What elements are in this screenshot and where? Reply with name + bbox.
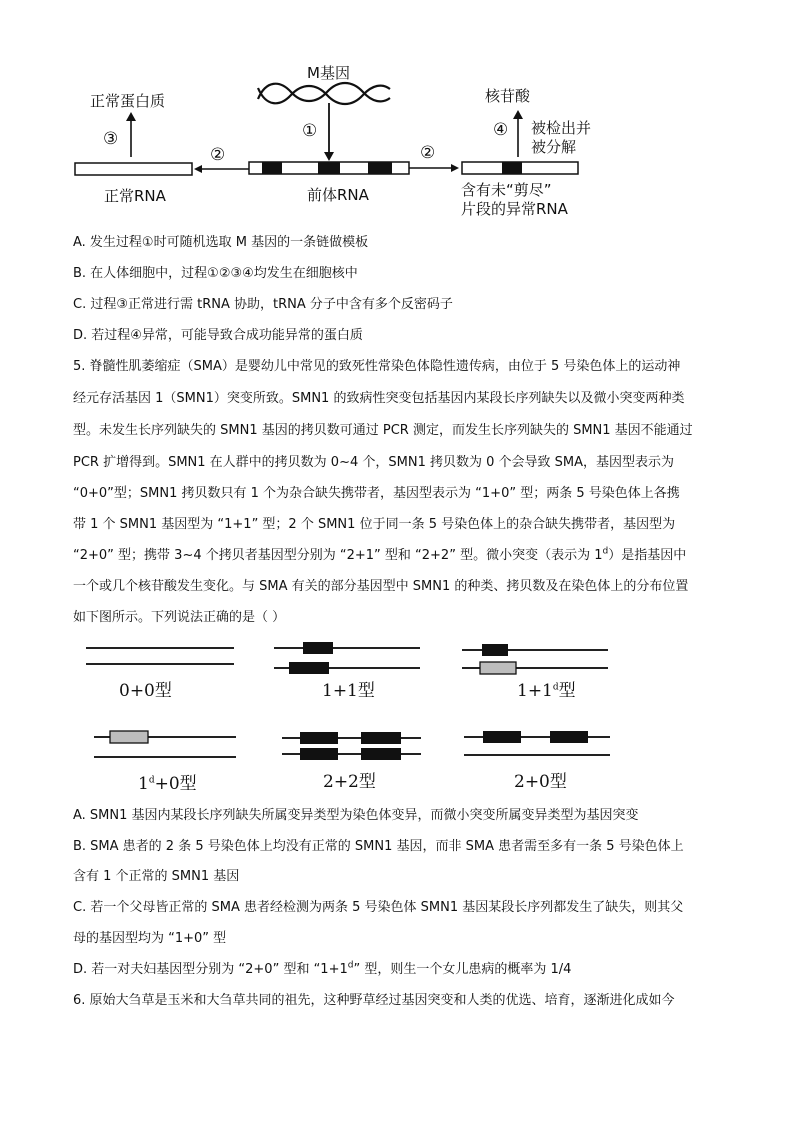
arrow-step2-right-head (451, 164, 459, 172)
q4-option-c: C. 过程③正常进行需 tRNA 协助，tRNA 分子中含有多个反密码子 (73, 297, 453, 312)
smn1-band-22-top-right (361, 732, 401, 744)
q5-option-b-line2: 含有 1 个正常的 SMN1 基因 (73, 869, 240, 884)
arrow-step2-left-head (194, 165, 202, 173)
smn1-mutant-band-1d0 (110, 731, 148, 743)
step1-label: ① (302, 121, 318, 141)
step3-label: ③ (103, 129, 119, 149)
q5-line-8: 一个或几个核苷酸发生变化。与 SMA 有关的部分基因型中 SMN1 的种类、拷贝数及在染色体上的分布位置 (73, 579, 689, 594)
detected-label-1: 被检出并 (531, 119, 592, 137)
arrow-step3-head (126, 112, 136, 121)
abnormal-rna-label-2: 片段的异常RNA (461, 200, 568, 218)
genotype-label-1d0-sup: d (148, 775, 155, 786)
genotype-label-11d (517, 681, 576, 701)
q5-option-d-sup: d (347, 960, 354, 971)
smn1-band-11d-top (482, 644, 508, 656)
arrow-step4-head (513, 110, 523, 119)
abnormal-rna-bar (462, 162, 578, 174)
genotype-label-1d0 (138, 774, 197, 794)
genotype-label-00: 0+0型 (119, 681, 172, 701)
normal-rna-label: 正常RNA (104, 187, 166, 205)
pre-rna-label: 前体RNA (307, 186, 369, 204)
smn1-band-11-bottom (289, 662, 329, 674)
q5-line-5: “0+0”型；SMN1 拷贝数只有 1 个为杂合缺失携带者，基因型表示为 “1+0” 型；两条 5 号染色体上各携 (73, 486, 680, 501)
q5-option-a: A. SMN1 基因内某段长序列缺失所属变异类型为染色体变异，而微小突变所属变异类型为基因突变 (73, 808, 639, 823)
genotype-label-20: 2+0型 (514, 772, 567, 792)
q5-line-4: PCR 扩增得到。SMN1 在人群中的拷贝数为 0~4 个，SMN1 拷贝数为 0 个会导致 SMA，基因型表示为 (73, 455, 675, 470)
step2-right-label: ② (420, 143, 436, 163)
q4-option-a: A. 发生过程①时可随机选取 M 基因的一条链做模板 (73, 235, 369, 250)
m-gene-dna-helix (258, 83, 390, 104)
detected-label-2: 被分解 (531, 138, 577, 156)
q4-option-d: D. 若过程④异常，可能导致合成功能异常的蛋白质 (73, 328, 363, 343)
step2-left-label: ② (210, 145, 226, 165)
abnormal-rna-label-1: 含有未“剪尽” (461, 181, 552, 199)
q4-option-b: B. 在人体细胞中，过程①②③④均发生在细胞核中 (73, 266, 358, 281)
q5-line-6: 带 1 个 SMN1 基因型为 “1+1” 型；2 个 SMN1 位于同一条 5 号染色体上的杂合缺失携带者，基因型为 (73, 517, 676, 532)
smn1-band-11-top (303, 642, 333, 654)
q5-option-b-line1: B. SMA 患者的 2 条 5 号染色体上均没有正常的 SMN1 基因，而非 SMA 患者需至多有一条 5 号染色体上 (73, 839, 684, 854)
q5-line-7-tail: ）是指基因中 (608, 548, 687, 563)
genotype-label-11d-prefix: 1+1 (517, 681, 553, 701)
genotype-label-1d0-prefix: 1 (138, 774, 149, 794)
normal-rna-bar (75, 163, 192, 175)
pre-rna-bar (249, 162, 409, 174)
q5-option-c-line1: C. 若一个父母皆正常的 SMA 患者经检测为两条 5 号染色体 SMN1 基因某段长序列都发生了缺失，则其父 (73, 900, 684, 915)
q5-option-d-prefix: D. 若一对夫妇基因型分别为 “2+0” 型和 “1+1 (73, 962, 348, 977)
q5-line-7-sup: d (602, 546, 609, 557)
q5-line-2: 经元存活基因 1（SMN1）突变所致。SMN1 的致病性突变包括基因内某段长序列缺失以及微小突变两种类 (73, 391, 685, 406)
q5-option-c-line2: 母的基因型均为 “1+0” 型 (73, 931, 227, 946)
smn1-band-22-bottom-left (300, 748, 338, 760)
genotype-label-22: 2+2型 (323, 772, 376, 792)
step4-label: ④ (493, 120, 509, 140)
nucleotide-label: 核苷酸 (485, 87, 531, 105)
q5-line-7 (73, 546, 686, 566)
smn1-band-22-bottom-right (361, 748, 401, 760)
q5-option-d-suffix: ” 型，则生一个女儿患病的概率为 1/4 (353, 962, 572, 977)
genotype-label-11: 1+1型 (322, 681, 375, 701)
q5-option-d (73, 960, 571, 980)
smn1-mutant-band-11d (480, 662, 516, 674)
genotype-label-1d0-suffix: +0型 (154, 774, 197, 794)
q5-line-3: 型。未发生长序列缺失的 SMN1 基因的拷贝数可通过 PCR 测定，而发生长序列缺失的 SMN1 基因不能通过 (73, 423, 693, 438)
normal-protein-label: 正常蛋白质 (90, 92, 166, 110)
smn1-band-22-top-left (300, 732, 338, 744)
q5-line-7-text: “2+0” 型；携带 3~4 个拷贝者基因型分别为 “2+1” 型和 “2+2” 型。微小突变（表示为 1 (73, 548, 603, 563)
genotype-label-11d-suffix: 型 (558, 681, 576, 701)
arrow-step1-head (324, 152, 334, 161)
smn1-band-20-left (483, 731, 521, 743)
genotype-label-11d-sup: d (552, 682, 559, 693)
smn1-band-20-right (550, 731, 588, 743)
q6-line-1: 6. 原始大刍草是玉米和大刍草共同的祖先，这种野草经过基因突变和人类的优选、培育，逐渐进化成如今 (73, 993, 675, 1008)
q5-line-9: 如下图所示。下列说法正确的是（ ） (73, 610, 286, 625)
m-gene-label: M基因 (307, 64, 350, 82)
q5-line-1: 5. 脊髓性肌萎缩症（SMA）是婴幼儿中常见的致死性常染色体隐性遗传病，由位于 5 号染色体上的运动神 (73, 359, 681, 374)
